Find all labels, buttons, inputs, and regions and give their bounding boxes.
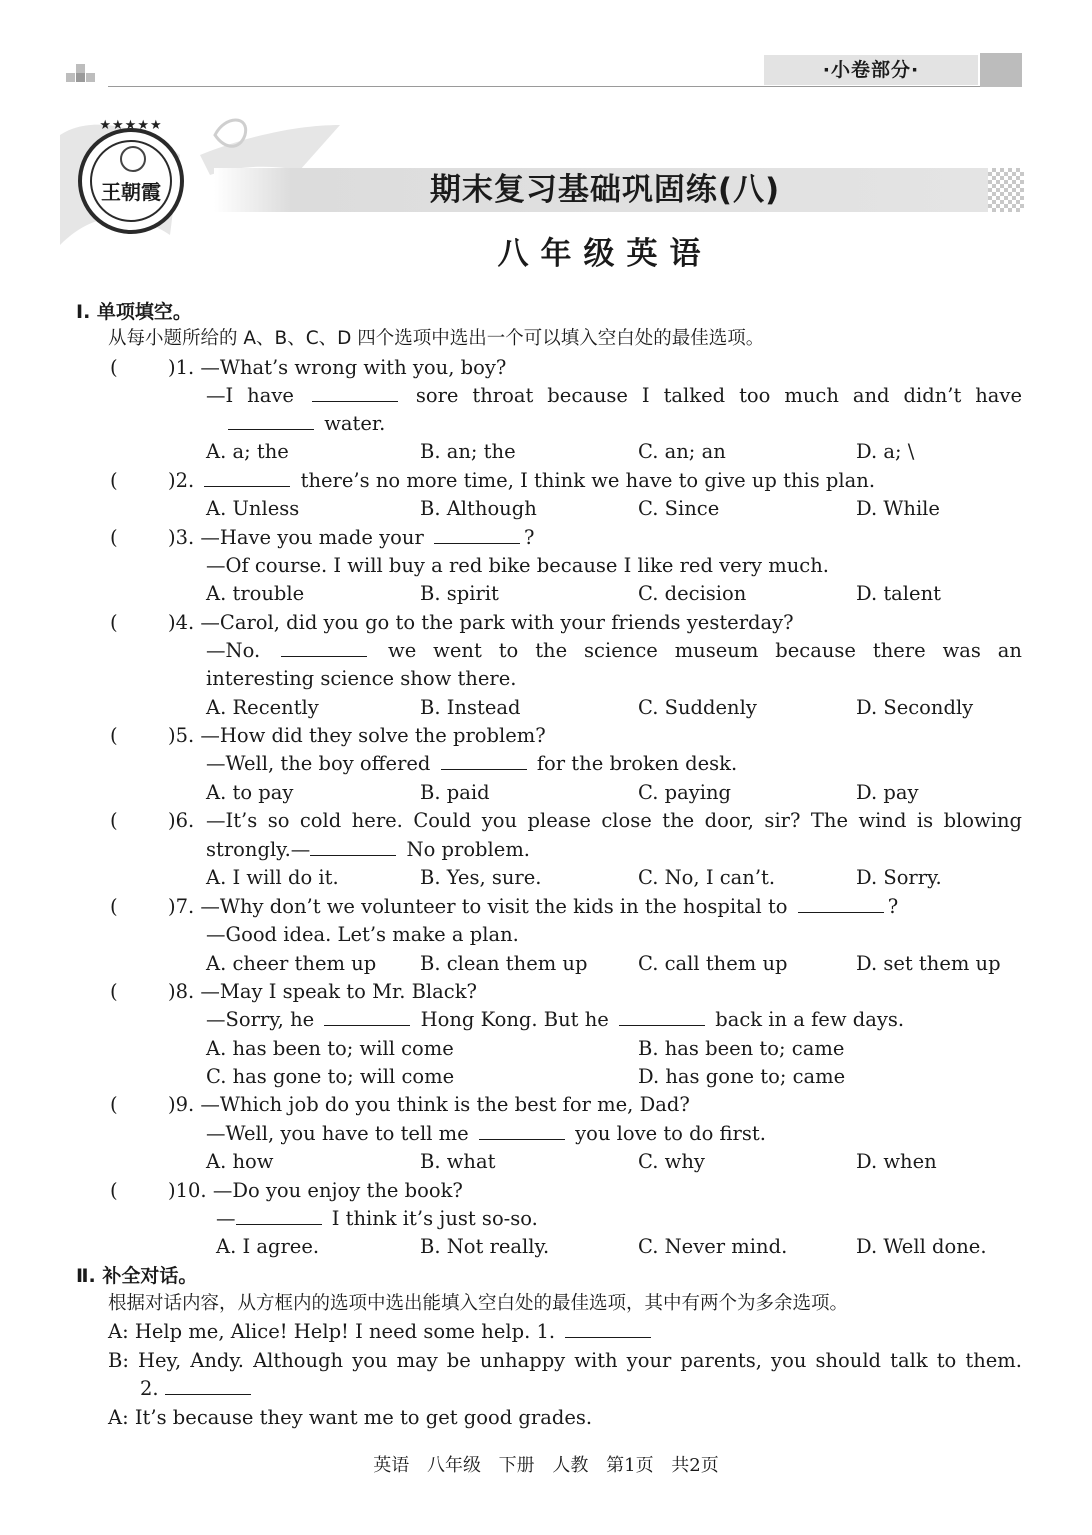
q7-blank[interactable]	[798, 894, 884, 913]
q9-option-a[interactable]: A. how	[206, 1150, 274, 1173]
answer-paren: (	[110, 356, 118, 379]
q1-line2	[206, 382, 1022, 410]
header-rule	[108, 86, 1022, 87]
q5-line2	[206, 750, 737, 778]
q5-prompt: )5. —How did they solve the problem?	[168, 724, 546, 747]
dialog-line-b1-cont	[140, 1375, 255, 1403]
q1-option-d[interactable]: D. a; \	[856, 440, 915, 463]
dialog-line-b1: B: Hey, Andy. Although you may be unhappy with your parents, you should talk to them.	[108, 1349, 1022, 1372]
q8-line2-a: —Sorry, he	[206, 1008, 315, 1031]
q9-option-b[interactable]: B. what	[420, 1150, 496, 1173]
q4-option-d[interactable]: D. Secondly	[856, 696, 974, 719]
section-tag-block	[980, 53, 1022, 87]
q3-option-a[interactable]: A. trouble	[206, 582, 305, 605]
dialog-a1-text: A: Help me, Alice! Help! I need some help. 1.	[108, 1320, 556, 1343]
q2-option-b[interactable]: B. Although	[420, 497, 537, 520]
brand-logo	[78, 118, 184, 234]
dialog-blank-1[interactable]	[565, 1319, 651, 1338]
section1-instruction: 从每小题所给的 A、B、C、D 四个选项中选出一个可以填入空白处的最佳选项。	[108, 328, 765, 349]
q7-prompt	[168, 893, 898, 921]
q3-blank[interactable]	[434, 525, 520, 544]
q10-option-c[interactable]: C. Never mind.	[638, 1235, 788, 1258]
answer-paren: (	[110, 809, 118, 832]
q6-option-b[interactable]: B. Yes, sure.	[420, 866, 542, 889]
section2-instruction: 根据对话内容，从方框内的选项中选出能填入空白处的最佳选项，其中有两个为多余选项。	[108, 1293, 849, 1314]
q3-option-c[interactable]: C. decision	[638, 582, 747, 605]
answer-paren: (	[110, 980, 118, 1003]
q8-blank-1[interactable]	[324, 1007, 410, 1026]
q8-line2	[206, 1006, 904, 1034]
q10-option-b[interactable]: B. Not really.	[420, 1235, 550, 1258]
section2-heading: Ⅱ. 补全对话。	[76, 1265, 198, 1287]
page-title: 期末复习基础巩固练(八)	[429, 172, 781, 208]
section1-heading: Ⅰ. 单项填空。	[76, 301, 192, 323]
q10-line2	[216, 1205, 538, 1233]
answer-paren: (	[110, 724, 118, 747]
q9-option-c[interactable]: C. why	[638, 1150, 705, 1173]
q7-text: )7. —Why don’t we volunteer to visit the kids in the hospital to	[168, 895, 788, 918]
dialog-blank-2-number: 2.	[140, 1377, 159, 1400]
q4-line2-a: —No.	[206, 639, 261, 662]
logo-stars: ★★★★★	[99, 118, 163, 133]
q3-prompt	[168, 524, 534, 552]
q6-option-a[interactable]: A. I will do it.	[206, 866, 339, 889]
q8-option-a[interactable]: A. has been to; will come	[206, 1037, 454, 1060]
q9-line2-b: you love to do first.	[575, 1122, 766, 1145]
q2-text: there’s no more time, I think we have to give up this plan.	[300, 469, 876, 492]
q4-line2-b: we went to the science museum because there was an	[388, 639, 1022, 662]
section-tag: ·小卷部分·	[764, 55, 978, 85]
q10-line2-a: —	[216, 1207, 236, 1230]
q9-line2-a: —Well, you have to tell me	[206, 1122, 469, 1145]
q6-blank[interactable]	[310, 837, 396, 856]
q8-option-b[interactable]: B. has been to; came	[638, 1037, 845, 1060]
q3-text: )3. —Have you made your	[168, 526, 424, 549]
q4-option-a[interactable]: A. Recently	[206, 696, 319, 719]
q2-blank[interactable]	[204, 468, 290, 487]
q5-blank[interactable]	[441, 751, 527, 770]
dialog-line-a1	[108, 1318, 655, 1346]
q1-line2-b: sore throat because I talked too much and didn’t have	[415, 384, 1022, 407]
q6-line2-a: strongly.—	[206, 838, 311, 861]
logo-emblem	[120, 146, 146, 172]
q1-option-c[interactable]: C. an; an	[638, 440, 726, 463]
q6-line2-b: No problem.	[406, 838, 531, 861]
q9-prompt: )9. —Which job do you think is the best for me, Dad?	[168, 1093, 690, 1116]
answer-paren: (	[110, 1179, 118, 1202]
q5-option-a[interactable]: A. to pay	[206, 781, 294, 804]
q6-line2	[206, 836, 530, 864]
q10-blank[interactable]	[236, 1206, 322, 1225]
q2-option-d[interactable]: D. While	[856, 497, 940, 520]
q6-number: )6.	[168, 809, 195, 832]
q1-option-b[interactable]: B. an; the	[420, 440, 516, 463]
q6-option-c[interactable]: C. No, I can’t.	[638, 866, 776, 889]
q1-line3-text: water.	[324, 412, 386, 435]
q9-line2	[206, 1120, 766, 1148]
logo-text: 王朝霞	[101, 180, 161, 204]
dialog-line-a2: A: It’s because they want me to get good grades.	[108, 1406, 593, 1429]
q1-option-a[interactable]: A. a; the	[206, 440, 289, 463]
q2-number: )2.	[168, 469, 195, 492]
q7-line2: —Good idea. Let’s make a plan.	[206, 923, 519, 946]
q4-option-b[interactable]: B. Instead	[420, 696, 521, 719]
q7-option-a[interactable]: A. cheer them up	[206, 952, 377, 975]
q10-option-a[interactable]: A. I agree.	[216, 1235, 320, 1258]
q5-line2-b: for the broken desk.	[536, 752, 738, 775]
q3-option-b[interactable]: B. spirit	[420, 582, 499, 605]
q10-prompt: )10. —Do you enjoy the book?	[168, 1179, 463, 1202]
q5-line2-a: —Well, the boy offered	[206, 752, 431, 775]
answer-paren: (	[110, 611, 118, 634]
q10-line2-b: I think it’s just so-so.	[331, 1207, 538, 1230]
q3-line2: —Of course. I will buy a red bike because I like red very much.	[206, 554, 829, 577]
q3-option-d[interactable]: D. talent	[856, 582, 941, 605]
q8-option-d[interactable]: D. has gone to; came	[638, 1065, 846, 1088]
q4-option-c[interactable]: C. Suddenly	[638, 696, 757, 719]
answer-paren: (	[110, 526, 118, 549]
q8-prompt: )8. —May I speak to Mr. Black?	[168, 980, 477, 1003]
q1-blank-2[interactable]	[228, 411, 314, 430]
q9-blank[interactable]	[479, 1121, 565, 1140]
q8-line2-b: Hong Kong. But he	[420, 1008, 609, 1031]
q7-option-b[interactable]: B. clean them up	[420, 952, 588, 975]
q7-option-c[interactable]: C. call them up	[638, 952, 788, 975]
q1-line2-a: —I have	[206, 384, 294, 407]
title-checker-decoration	[988, 168, 1024, 212]
q5-option-d[interactable]: D. pay	[856, 781, 919, 804]
dialog-blank-2[interactable]	[165, 1376, 251, 1395]
q3-question-mark: ?	[524, 526, 535, 549]
q2-option-a[interactable]: A. Unless	[206, 497, 300, 520]
q1-line3	[206, 410, 385, 438]
q2-prompt	[168, 467, 875, 495]
q4-line2	[206, 637, 1022, 665]
q10-option-d[interactable]: D. Well done.	[856, 1235, 987, 1258]
q2-option-c[interactable]: C. Since	[638, 497, 720, 520]
q1-blank-1[interactable]	[312, 383, 398, 402]
q5-option-c[interactable]: C. paying	[638, 781, 732, 804]
q6-line1: —It’s so cold here. Could you please close the door, sir? The wind is blowing	[206, 809, 1022, 832]
answer-paren: (	[110, 895, 118, 918]
q5-option-b[interactable]: B. paid	[420, 781, 490, 804]
q6-option-d[interactable]: D. Sorry.	[856, 866, 942, 889]
q8-line2-c: back in a few days.	[715, 1008, 905, 1031]
corner-decoration	[66, 64, 106, 86]
q9-option-d[interactable]: D. when	[856, 1150, 937, 1173]
q7-option-d[interactable]: D. set them up	[856, 952, 1001, 975]
q8-blank-2[interactable]	[619, 1007, 705, 1026]
page-subtitle: 八年级英语	[497, 236, 713, 272]
q1-prompt: )1. —What’s wrong with you, boy?	[168, 356, 507, 379]
answer-paren: (	[110, 1093, 118, 1116]
page-footer: 英语 八年级 下册 人教 第1页 共2页	[373, 1455, 719, 1476]
answer-paren: (	[110, 469, 118, 492]
q8-option-c[interactable]: C. has gone to; will come	[206, 1065, 455, 1088]
q4-prompt: )4. —Carol, did you go to the park with your friends yesterday?	[168, 611, 794, 634]
q7-question-mark: ?	[887, 895, 899, 918]
q4-blank[interactable]	[281, 638, 367, 657]
q4-line3: interesting science show there.	[206, 667, 517, 690]
